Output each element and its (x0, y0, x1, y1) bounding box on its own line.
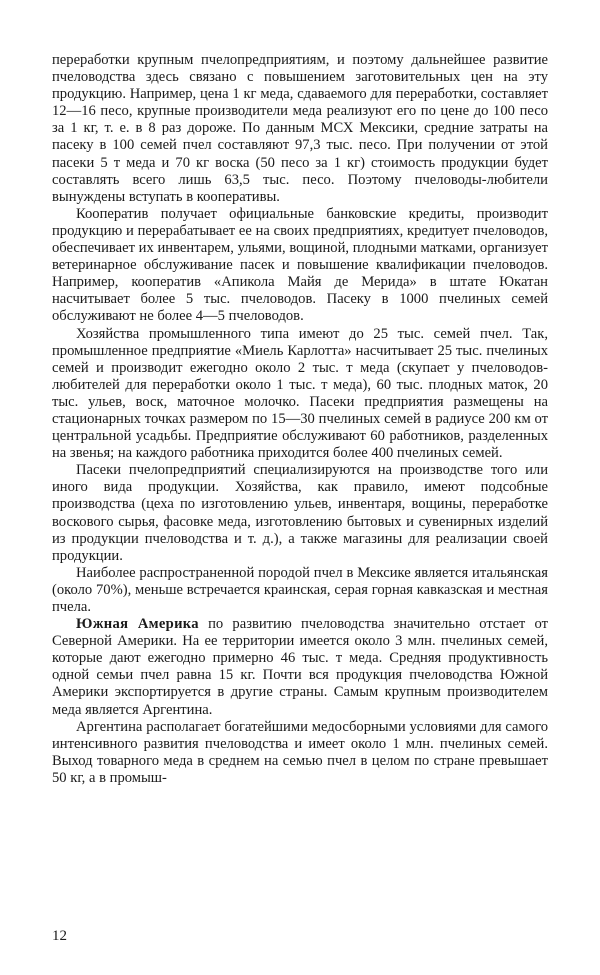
paragraph-1 (52, 52, 548, 206)
paragraph-7-text: Аргентина располагает богатейшими медосборными условиями для самого интенсивного развития пчеловодства и имеет около 1 млн. пчелиных семей. Выход товарного меда в среднем на семью пчел в целом по стране превышает 50 кг, а в промыш- (52, 718, 548, 786)
paragraph-6-text: по развитию пчеловодства значительно отстает от Северной Америки. На ее территории имеется около 3 млн. пчелиных семей, которые дают ежегодно примерно 46 тыс. т меда. Средняя продуктивность одной семьи пчел равна 15 кг. Почти вся продукция пчеловодства Южной Америки экспортируется в другие страны. Самым крупным производителем меда является Аргентина. (52, 616, 549, 718)
section-heading-south-america: Южная Америка (76, 616, 199, 633)
page-number: 12 (52, 928, 67, 944)
paragraph-1-text: переработки крупным пчелопредприятиям, и поэтому дальнейшее развитие пчеловодства здесь связано с повышением заготовительных цен на эту продукцию. Например, цена 1 кг меда, сдаваемого для переработки, составляет 12—16 песо, крупные производители меда реализуют его по цене до 100 песо за 1 кг, т. е. в 8 раз дороже. По данным МСХ Мексики, средние затраты на пасеку в 100 семей пчел составляют 97,3 тыс. песо. При получении от этой пасеки 5 т меда и 70 кг воска (50 песо за 1 кг) стоимость продукции будет составлять всего лишь 63,5 тыс. песо. Поэтому пчеловоды-любители вынуждены вступать в кооперативы. (52, 52, 548, 205)
paragraph-7 (52, 719, 548, 787)
paragraph-4 (52, 462, 548, 565)
paragraph-2 (52, 206, 548, 326)
paragraph-5 (52, 565, 548, 616)
paragraph-3 (52, 326, 548, 463)
paragraph-4-text: Пасеки пчелопредприятий специализируются на производстве того или иного вида продукции. Хозяйства, как правило, имеют подсобные производства (цеха по изготовлению ульев, инвентаря, вощины, переработке воскового сырья, фасовке меда, изготовлению бытовых и сувенирных изделий из продукции пчеловодства и т. д.), а также магазины для реализации своей продукции. (52, 462, 548, 564)
paragraph-5-text: Наиболее распространенной породой пчел в Мексике является итальянская (около 70%), меньше встречается краинская, серая горная кавказская и местная пчела. (52, 564, 548, 615)
paragraph-6 (52, 616, 548, 719)
paragraph-2-text: Кооператив получает официальные банковские кредиты, производит продукцию и перерабатывает ее на своих предприятиях, кредитует пчеловодов, обеспечивает их инвентарем, ульями, вощиной, плодными матками, организует ветеринарное обслуживание пасек и повышение квалификации пчеловодов. Например, кооператив «Апикола Майя де Мерида» в штате Юкатан насчитывает более 5 тыс. пчеловодов. Пасеку в 1000 пчелиных семей обслуживают не более 4—5 пчеловодов. (52, 205, 548, 325)
body-text (52, 52, 548, 787)
paragraph-3-text: Хозяйства промышленного типа имеют до 25 тыс. семей пчел. Так, промышленное предприятие «Миель Карлотта» насчитывает 25 тыс. пчелиных семей и производит ежегодно около 2 тыс. т меда (скупает у пчеловодов-любителей для переработки около 1 тыс. т меда), 60 тыс. плодных маток, 20 тыс. ульев, воск, маточное молочко. Пасеки предприятия размещены на стационарных точках размером по 15—30 пчелиных семей в радиусе 200 км от центральной усадьбы. Предприятие обслуживают 60 работников, разделенных на звенья; на каждого работника приходится более 400 пчелиных семей. (52, 325, 548, 462)
